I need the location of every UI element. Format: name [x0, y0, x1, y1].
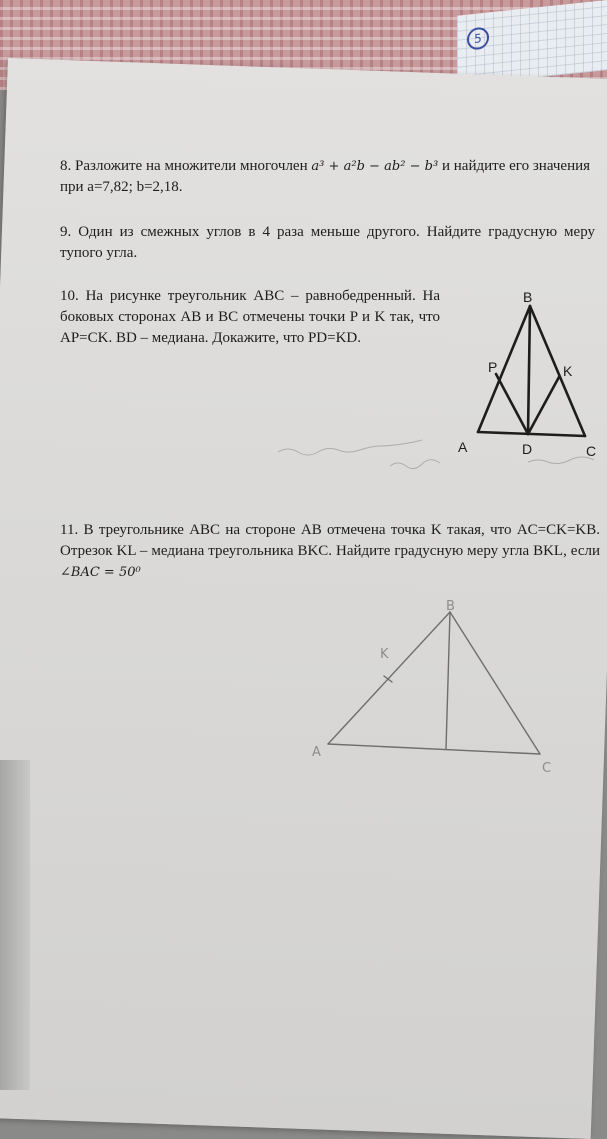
fig10-label-p: P [488, 359, 498, 375]
task-8-expression: a³ + a²b − ab² − b³ [311, 159, 439, 174]
fig11-label-b: B [446, 600, 455, 614]
task-10-text: На рисунке треугольник ABC – равнобедренный. На боковых сторонах AB и BC отмечены точки P и K так, что AP=CK. BD – медиана. Докажите, что PD=KD. [60, 288, 441, 346]
task-10 [60, 286, 440, 349]
fig11-base-ac [328, 744, 540, 754]
task-8-text-before: Разложите на множители многочлен [75, 158, 308, 174]
task-8-text-after: и найдите его значения при a=7,82; b=2,18. [60, 158, 591, 195]
paper-edge-shadow [0, 760, 30, 1090]
task-11-number: 11. [60, 522, 79, 538]
fig10-segment-kd [528, 377, 559, 434]
fig10-median-bd [528, 306, 530, 434]
task-11 [60, 520, 600, 583]
fig10-label-a: A [458, 439, 468, 455]
fig11-side-ab [328, 612, 450, 744]
task-10-number: 10. [60, 288, 79, 304]
pencil-scribbles [270, 430, 600, 490]
fig11-side-bc [450, 612, 540, 754]
task-8-number: 8. [60, 158, 72, 174]
fig10-label-k: K [563, 363, 573, 379]
task-9-number: 9. [60, 224, 72, 240]
task-11-angle: ∠BAC = 50⁰ [60, 565, 141, 580]
figure-11-triangle [300, 600, 570, 780]
fig10-segment-pd [496, 374, 528, 434]
task-9-text: Один из смежных углов в 4 раза меньше другого. Найдите градусную меру тупого угла. [60, 224, 595, 261]
notebook-circled-mark: 5 [467, 26, 489, 50]
fig11-segment [446, 612, 450, 749]
worksheet-paper [0, 58, 607, 1139]
fig10-label-c: C [586, 443, 597, 459]
fig11-label-k: K [380, 647, 389, 662]
fig11-label-c: C [542, 761, 552, 776]
fig10-label-b: B [523, 289, 533, 305]
fig10-label-d: D [522, 441, 533, 457]
fig10-side-ab [478, 306, 530, 432]
fig11-label-a: A [312, 745, 321, 760]
task-11-text-before: В треугольнике ABC на стороне AB отмечена точка K такая, что AC=CK=KB. Отрезок KL – медиана треугольника BKC. Найдите градусную меру угла BKL, если [60, 522, 600, 559]
task-9 [60, 222, 595, 264]
task-8 [60, 156, 590, 198]
